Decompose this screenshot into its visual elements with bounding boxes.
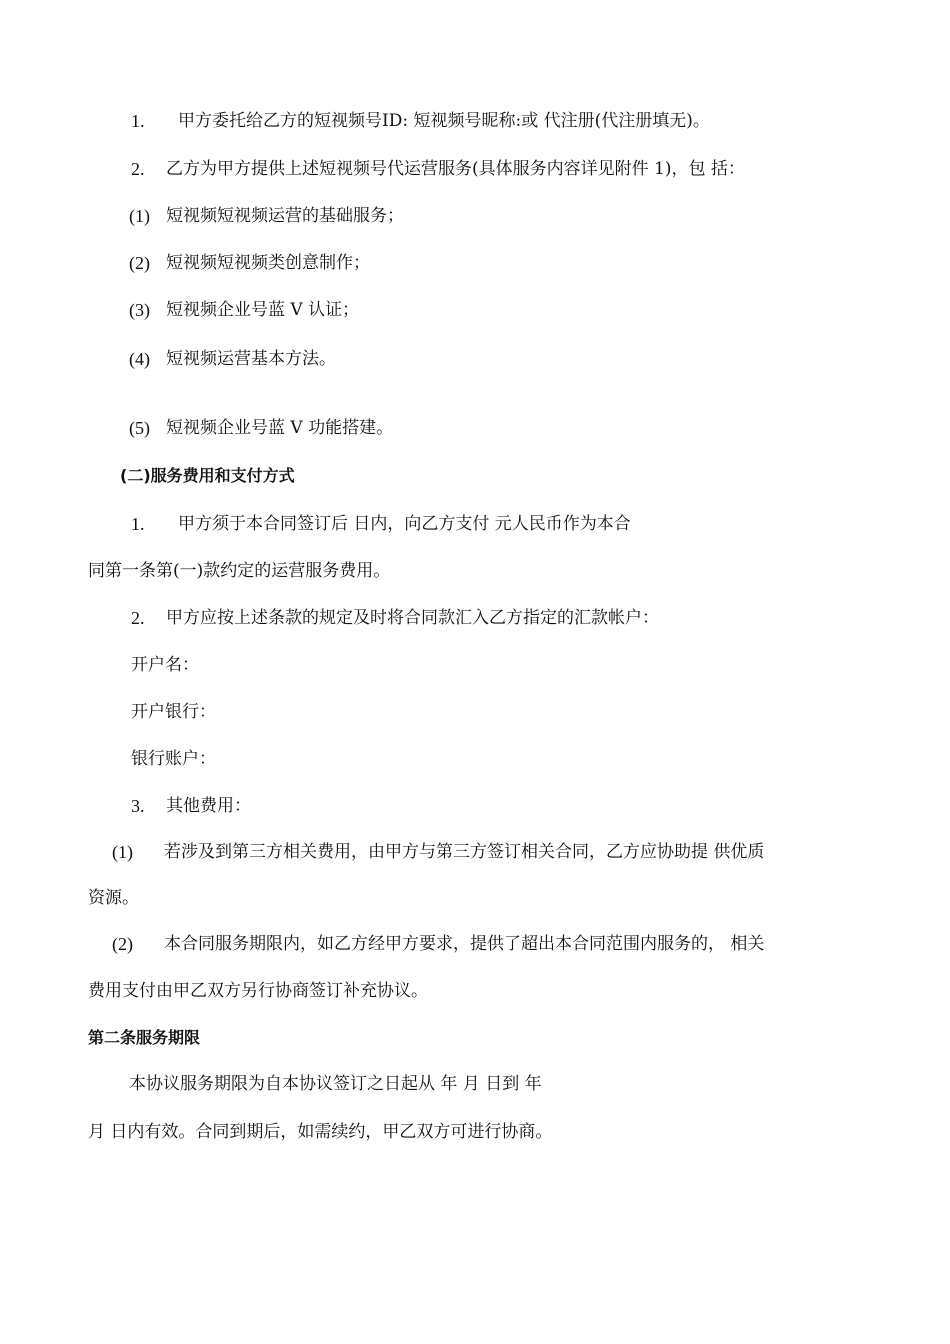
sub-item-number: (5) xyxy=(129,418,150,438)
sub-item-number: (4) xyxy=(129,349,150,369)
article-heading: 第二条服务期限 xyxy=(88,1028,201,1047)
sub-item-text: 若涉及到第三方相关费用，由甲方与第三方签订相关合同，乙方应协助提 供优质 xyxy=(164,842,765,862)
section-heading: (二)服务费用和支付方式 xyxy=(120,466,295,485)
item-number: 1. xyxy=(131,514,145,534)
sub-item-number: (1) xyxy=(129,206,150,226)
sub-item-text-continued: 资源。 xyxy=(88,888,139,908)
sub-item-text: 短视频企业号蓝 V 功能搭建。 xyxy=(166,418,394,438)
term-text: 本协议服务期限为自本协议签订之日起从 年 月 日到 年 xyxy=(129,1074,542,1094)
sub-item-number: (3) xyxy=(129,300,150,320)
term-text-continued: 月 日内有效。合同到期后，如需续约，甲乙双方可进行协商。 xyxy=(88,1122,553,1142)
sub-item-number: (1) xyxy=(112,842,133,862)
item-text: 乙方为甲方提供上述短视频号代运营服务(具体服务内容详见附件 1)，包 括： xyxy=(166,159,745,179)
item-number: 3. xyxy=(131,796,145,816)
account-bank-label: 开户银行： xyxy=(131,702,216,722)
sub-item-text: 短视频运营基本方法。 xyxy=(166,349,336,369)
sub-item-text: 本合同服务期限内，如乙方经甲方要求，提供了超出本合同范围内服务的， 相关 xyxy=(164,934,765,954)
sub-item-text: 短视频企业号蓝 V 认证； xyxy=(166,300,360,320)
item-text: 甲方须于本合同签订后 日内，向乙方支付 元人民币作为本合 xyxy=(178,514,631,534)
item-text: 甲方委托给乙方的短视频号ID: 短视频号昵称:或 代注册(代注册填无)。 xyxy=(178,111,710,131)
sub-item-text-continued: 费用支付由甲乙双方另行协商签订补充协议。 xyxy=(88,981,428,1001)
sub-item-text: 短视频短视频类创意制作； xyxy=(166,253,370,273)
item-text: 甲方应按上述条款的规定及时将合同款汇入乙方指定的汇款帐户： xyxy=(166,608,659,628)
account-name-label: 开户名： xyxy=(131,655,199,675)
item-text-continued: 同第一条第(一)款约定的运营服务费用。 xyxy=(88,561,391,581)
item-number: 2. xyxy=(131,159,145,179)
sub-item-text: 短视频短视频运营的基础服务； xyxy=(166,206,404,226)
sub-item-number: (2) xyxy=(112,934,133,954)
item-text: 其他费用： xyxy=(166,796,251,816)
sub-item-number: (2) xyxy=(129,253,150,273)
item-number: 1. xyxy=(131,111,145,131)
account-number-label: 银行账户： xyxy=(131,749,216,769)
item-number: 2. xyxy=(131,608,145,628)
